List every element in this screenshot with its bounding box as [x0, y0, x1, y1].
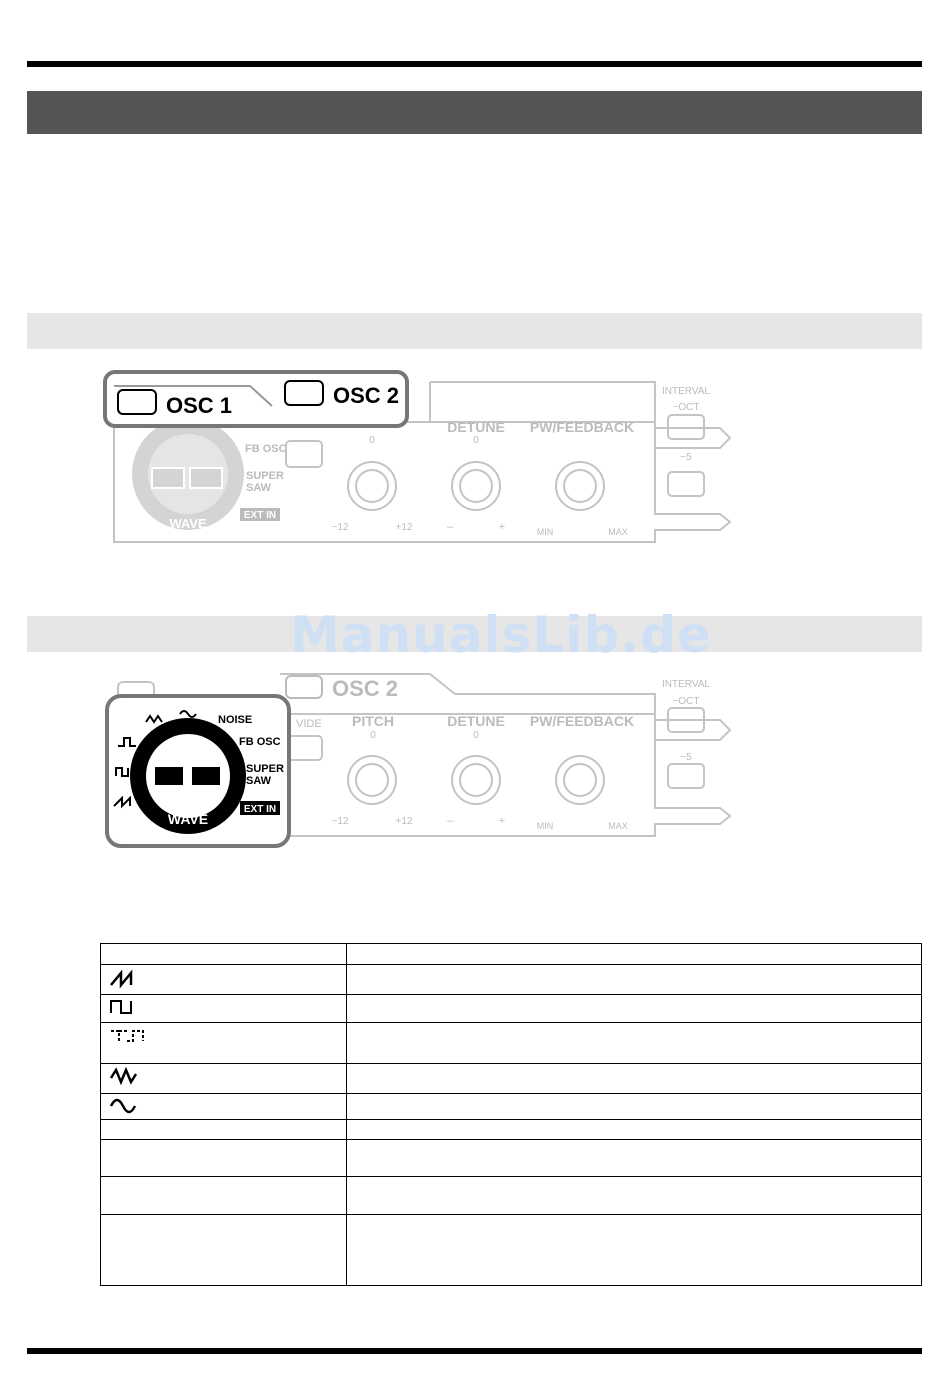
pw-feedback-label-2: PW/FEEDBACK	[529, 713, 635, 729]
table-cell	[101, 1215, 347, 1286]
osc2-button	[285, 381, 323, 405]
table-cell	[347, 995, 922, 1023]
table-row	[101, 1120, 922, 1140]
minus-oct-label-2: −OCT	[672, 696, 700, 707]
detune-max-label: +	[498, 521, 506, 533]
pitch-min-label: −12	[331, 522, 349, 533]
minus-five-label-2: −5	[680, 752, 692, 763]
pw-min-label: MIN	[536, 527, 554, 537]
triangle-wave-icon	[107, 1064, 141, 1088]
ext-in-label: EXT IN	[243, 804, 277, 815]
super-label: SUPER	[246, 763, 284, 775]
pw-max-label-2: MAX	[608, 821, 628, 831]
minus-five-button-2	[668, 764, 704, 788]
osc2-button-faded	[286, 676, 322, 698]
minus-five-label: −5	[680, 452, 692, 463]
detune-label-2: DETUNE	[447, 713, 505, 729]
osc-panel-svg-2	[100, 664, 750, 854]
pw-feedback-knob-2	[556, 756, 604, 804]
pitch-max-label-2: +12	[395, 816, 413, 827]
pitch-knob	[348, 462, 396, 510]
detune-knob	[452, 462, 500, 510]
ext-in-label-faded: EXT IN	[243, 510, 277, 521]
wave-select-panel-illustration	[100, 664, 750, 854]
table-row	[101, 965, 922, 995]
pw-feedback-knob	[556, 462, 604, 510]
saw-wave-icon	[107, 965, 141, 989]
table-cell	[347, 1064, 922, 1094]
watermark: ManualsLib.de	[290, 606, 712, 664]
top-rule	[27, 61, 922, 67]
table-cell	[347, 965, 922, 995]
detune-max-label-2: +	[498, 815, 506, 827]
wave-label-faded: WAVE	[169, 516, 207, 531]
saw-label: SAW	[246, 775, 272, 787]
fb-osc-label: FB OSC	[239, 736, 281, 748]
pw-max-label: MAX	[608, 527, 628, 537]
table-row	[101, 1023, 922, 1064]
wide-button-faded	[286, 441, 322, 467]
wave-type-table	[100, 943, 922, 1286]
table-cell	[101, 1177, 347, 1215]
super-label-faded: SUPER	[246, 470, 284, 482]
table-cell	[347, 1094, 922, 1120]
detune-label: DETUNE	[447, 419, 505, 435]
wide-button-faded-2	[286, 736, 322, 760]
table-header-cell	[101, 944, 347, 965]
osc2-label-faded: OSC 2	[332, 676, 399, 701]
table-cell	[347, 1023, 922, 1064]
osc-select-panel-illustration	[100, 368, 750, 548]
pitch-zero-label: 0	[369, 435, 375, 446]
table-cell-icon	[101, 1023, 347, 1064]
table-cell-icon	[101, 995, 347, 1023]
detune-min-label: –	[446, 521, 454, 533]
table-row	[101, 1094, 922, 1120]
table-cell-icon	[101, 1094, 347, 1120]
pulse-wave-icon	[107, 1023, 147, 1045]
osc1-label: OSC 1	[166, 393, 233, 418]
pw-feedback-label: PW/FEEDBACK	[529, 419, 635, 435]
pitch-label-2: PITCH	[352, 713, 394, 729]
minus-oct-label: −OCT	[672, 402, 700, 413]
pitch-zero-label-2: 0	[370, 730, 376, 741]
table-row	[101, 1140, 922, 1177]
table-cell	[347, 1215, 922, 1286]
section-title-band	[27, 91, 922, 134]
sine-wave-icon	[107, 1094, 141, 1114]
detune-knob-2	[452, 756, 500, 804]
pitch-knob-2	[348, 756, 396, 804]
table-cell	[347, 1140, 922, 1177]
square-wave-icon	[107, 995, 141, 1017]
noise-label: NOISE	[218, 714, 253, 726]
pw-min-label-2: MIN	[536, 821, 554, 831]
wave-label: WAVE	[167, 811, 209, 827]
table-cell-icon	[101, 1064, 347, 1094]
wide-label-faded: VIDE	[296, 718, 322, 730]
table-row	[101, 1064, 922, 1094]
minus-five-button	[668, 472, 704, 496]
table-header-cell	[347, 944, 922, 965]
detune-zero-label: 0	[473, 435, 479, 446]
bottom-rule	[27, 1348, 922, 1354]
interval-label: INTERVAL	[662, 386, 710, 397]
table-row	[101, 1215, 922, 1286]
table-row	[101, 995, 922, 1023]
osc2-label: OSC 2	[333, 383, 400, 408]
wave-knob-faded	[132, 418, 244, 531]
detune-zero-label-2: 0	[473, 730, 479, 741]
osc-panel-svg-1	[100, 368, 750, 548]
detune-min-label-2: –	[446, 815, 454, 827]
interval-label-2: INTERVAL	[662, 679, 710, 690]
osc1-button	[118, 390, 156, 414]
saw-label-faded: SAW	[246, 482, 272, 494]
fb-osc-label-faded: FB OSC	[245, 443, 287, 455]
table-cell-icon	[101, 965, 347, 995]
table-cell	[101, 1140, 347, 1177]
subsection-band-osc-select	[27, 313, 922, 349]
pitch-max-label: +12	[395, 522, 413, 533]
table-row	[101, 1177, 922, 1215]
table-cell	[347, 1120, 922, 1140]
table-cell	[347, 1177, 922, 1215]
pitch-min-label-2: −12	[331, 816, 349, 827]
table-cell	[101, 1120, 347, 1140]
table-header-row	[101, 944, 922, 965]
